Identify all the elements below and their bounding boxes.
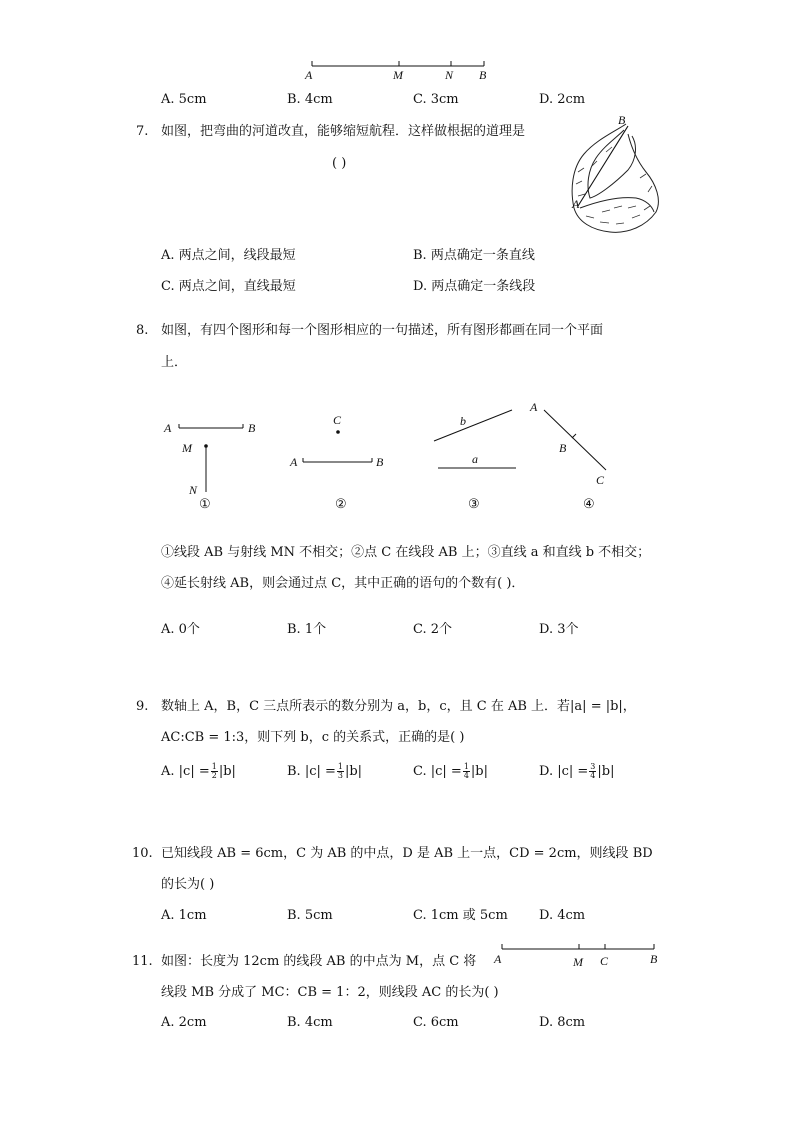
- q8-f1-label-n: N: [189, 483, 198, 497]
- q11-label-a: A: [494, 952, 502, 966]
- q11-stem-line1: 如图：长度为 12cm 的线段 AB 的中点为 M，点 C 将: [161, 954, 477, 969]
- q8-stem-line2: 上．: [161, 355, 188, 370]
- q8-description-line2: ④延长射线 AB，则会通过点 C，其中正确的语句的个数有( )．: [161, 576, 525, 591]
- q9-stem-line2: AC:CB = 1:3，则下列 b，c 的关系式，正确的是( ): [161, 730, 465, 745]
- q11-option-c: C. 6cm: [413, 1015, 459, 1030]
- q7-stem: 如图，把弯曲的河道改直，能够缩短航程．这样做根据的道理是: [161, 124, 526, 139]
- q8-number: 8.: [136, 323, 149, 338]
- q6-label-m: M: [393, 68, 403, 82]
- q6-label-b: B: [479, 68, 487, 82]
- q10-number: 10.: [132, 846, 153, 861]
- q10-option-a: A. 1cm: [161, 908, 207, 923]
- q8-figure-4: [526, 396, 616, 488]
- q11-segment-figure: [490, 940, 670, 970]
- q9-option-b: B. |c| = $\frac{1}{3}$ |b|: [287, 762, 363, 780]
- q7-answer-paren: ( ): [332, 156, 347, 171]
- q6-segment-figure: [300, 58, 500, 84]
- q8-circle-2: ②: [335, 497, 347, 512]
- q11-option-a: A. 2cm: [161, 1015, 207, 1030]
- q8-f3-label-b: b: [460, 414, 466, 428]
- q7-option-c: C. 两点之间，直线最短: [161, 279, 296, 294]
- q6-option-a: A. 5cm: [161, 92, 207, 107]
- q6-label-n: N: [445, 68, 454, 82]
- q10-stem-line2: 的长为( ): [161, 877, 215, 892]
- q8-f2-label-c: C: [333, 413, 342, 427]
- q10-option-d: D. 4cm: [539, 908, 586, 923]
- q7-river-outer-bank: [572, 124, 658, 232]
- q7-river-hatching: [576, 147, 652, 224]
- q8-circle-1: ①: [199, 497, 211, 512]
- q11-number: 11.: [132, 954, 153, 969]
- q8-figure-3: [430, 404, 530, 474]
- q7-option-a: A. 两点之间，线段最短: [161, 248, 296, 263]
- q8-f4-label-c: C: [596, 473, 605, 487]
- q8-f1-label-a: A: [164, 421, 172, 435]
- q7-option-d: D. 两点确定一条线段: [413, 279, 536, 294]
- q11-stem-line2: 线段 MB 分成了 MC：CB = 1：2，则线段 AC 的长为( ): [161, 985, 499, 1000]
- q8-f2-label-a: A: [290, 455, 298, 469]
- q6-option-b: B. 4cm: [287, 92, 333, 107]
- q7-river-figure: [566, 112, 662, 242]
- q8-f4-ray-ab: [544, 410, 606, 470]
- q8-figure-2: [286, 410, 396, 480]
- q8-stem-line1: 如图，有四个图形和每一个图形相应的一句描述，所有图形都画在同一个平面: [161, 323, 604, 338]
- q11-label-m: M: [573, 955, 583, 969]
- q7-label-a: A: [572, 197, 580, 211]
- q8-f4-label-a: A: [530, 400, 538, 414]
- q8-f2-point-c: [336, 430, 340, 434]
- q7-option-b: B. 两点确定一条直线: [413, 248, 535, 263]
- q8-f3-label-a: a: [472, 452, 478, 466]
- q8-option-a: A. 0个: [161, 622, 200, 637]
- q10-option-c: C. 1cm 或 5cm: [413, 908, 508, 923]
- q10-stem-line1: 已知线段 AB = 6cm，C 为 AB 的中点，D 是 AB 上一点，CD = 2cm，则线段 BD: [161, 846, 653, 861]
- q8-figure-1: [160, 410, 270, 510]
- q6-option-d: D. 2cm: [539, 92, 586, 107]
- q8-option-b: B. 1个: [287, 622, 327, 637]
- q9-number: 9.: [136, 699, 149, 714]
- q8-f3-line-b: [434, 410, 512, 441]
- q8-option-d: D. 3个: [539, 622, 579, 637]
- q11-option-b: B. 4cm: [287, 1015, 333, 1030]
- q8-circle-3: ③: [468, 497, 480, 512]
- q8-circle-4: ④: [583, 497, 595, 512]
- q9-option-a: A. |c| = $\frac{1}{2}$ |b|: [161, 762, 236, 780]
- q11-label-b: B: [650, 952, 658, 966]
- q9-stem-line1: 数轴上 A，B，C 三点所表示的数分别为 a，b，c，且 C 在 AB 上．若|a| = |b|，: [161, 699, 636, 714]
- q6-option-c: C. 3cm: [413, 92, 459, 107]
- q8-f1-label-b: B: [248, 421, 256, 435]
- q9-option-d: D. |c| = $\frac{3}{4}$ |b|: [539, 762, 615, 780]
- q8-option-c: C. 2个: [413, 622, 453, 637]
- q11-option-d: D. 8cm: [539, 1015, 586, 1030]
- q6-label-a: A: [305, 68, 313, 82]
- q8-description-line1: ①线段 AB 与射线 MN 不相交；②点 C 在线段 AB 上；③直线 a 和直线 b 不相交；: [161, 545, 651, 560]
- q8-f4-label-b: B: [559, 441, 567, 455]
- q7-river-inner-bank: [588, 130, 635, 198]
- q7-river-lower-bank: [580, 198, 654, 212]
- q10-option-b: B. 5cm: [287, 908, 333, 923]
- q8-f2-label-b: B: [376, 455, 384, 469]
- q8-f1-label-m: M: [182, 441, 192, 455]
- q7-number: 7.: [136, 124, 149, 139]
- q7-label-b: B: [618, 113, 626, 127]
- q9-option-c: C. |c| = $\frac{1}{4}$ |b|: [413, 762, 489, 780]
- q11-label-c: C: [600, 954, 609, 968]
